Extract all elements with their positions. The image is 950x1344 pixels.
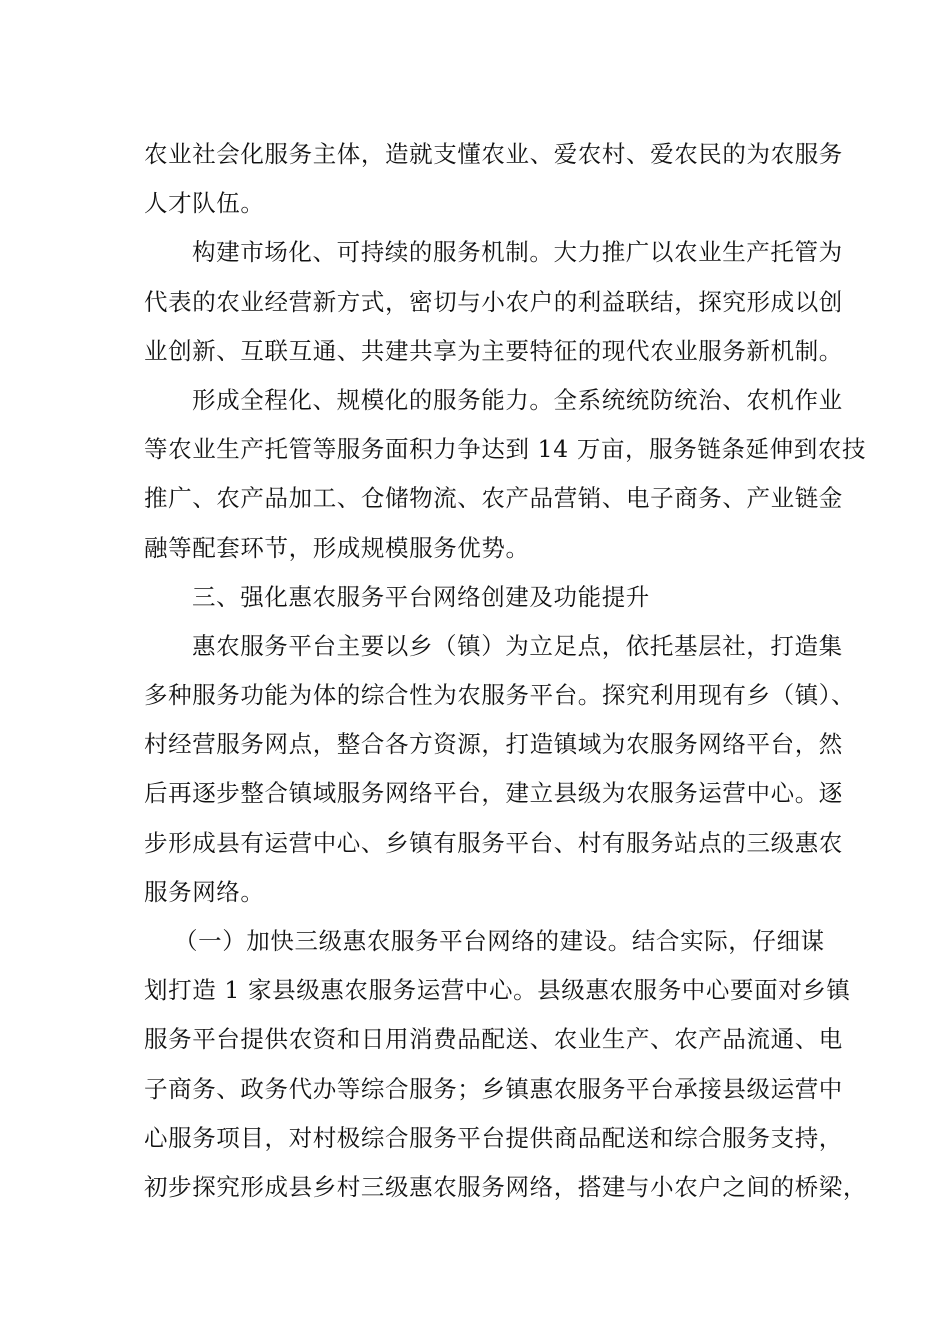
text-line: 服务网络。 bbox=[144, 877, 265, 906]
text-line: 初步探究形成县乡村三级惠农服务网络，搭建与小农户之间的桥梁， bbox=[144, 1172, 867, 1201]
text-line: 划打造 1 家县级惠农服务运营中心。县级惠农服务中心要面对乡镇 bbox=[144, 976, 851, 1005]
text-line: 推广、农产品加工、仓储物流、农产品营销、电子商务、产业链金 bbox=[144, 484, 843, 513]
text-line: 融等配套环节，形成规模服务优势。 bbox=[144, 533, 530, 562]
text-line: 子商务、政务代办等综合服务；乡镇惠农服务平台承接县级运营中 bbox=[144, 1074, 843, 1103]
text-line: 业创新、互联互通、共建共享为主要特征的现代农业服务新机制。 bbox=[144, 336, 843, 365]
text-line: 后再逐步整合镇域服务网络平台，建立县级为农服务运营中心。逐 bbox=[144, 779, 843, 808]
text-line: 村经营服务网点，整合各方资源，打造镇域为农服务网络平台，然 bbox=[144, 730, 843, 759]
text-line: 步形成县有运营中心、乡镇有服务平台、村有服务站点的三级惠农 bbox=[144, 828, 843, 857]
text-line: 代表的农业经营新方式，密切与小农户的利益联结，探究形成以创 bbox=[144, 287, 843, 316]
text-line: 惠农服务平台主要以乡（镇）为立足点，依托基层社，打造集 bbox=[192, 631, 843, 660]
text-line: （一）加快三级惠农服务平台网络的建设。结合实际，仔细谋 bbox=[174, 927, 825, 955]
text-line: 构建市场化、可持续的服务机制。大力推广以农业生产托管为 bbox=[192, 238, 843, 267]
text-line: 形成全程化、规模化的服务能力。全系统统防统治、农机作业 bbox=[192, 385, 843, 414]
text-line: 等农业生产托管等服务面积力争达到 14 万亩，服务链条延伸到农技 bbox=[144, 435, 867, 464]
document-body bbox=[144, 130, 867, 1212]
text-line: 服务平台提供农资和日用消费品配送、农业生产、农产品流通、电 bbox=[144, 1025, 843, 1054]
text-line: 人才队伍。 bbox=[144, 189, 265, 218]
text-line: 多种服务功能为体的综合性为农服务平台。探究利用现有乡（镇）、 bbox=[144, 681, 856, 710]
text-line: 心服务项目，对村极综合服务平台提供商品配送和综合服务支持， bbox=[144, 1123, 843, 1152]
text-line: 三、强化惠农服务平台网络创建及功能提升 bbox=[192, 582, 650, 611]
text-line: 农业社会化服务主体，造就支懂农业、爱农村、爱农民的为农服务 bbox=[144, 140, 843, 168]
